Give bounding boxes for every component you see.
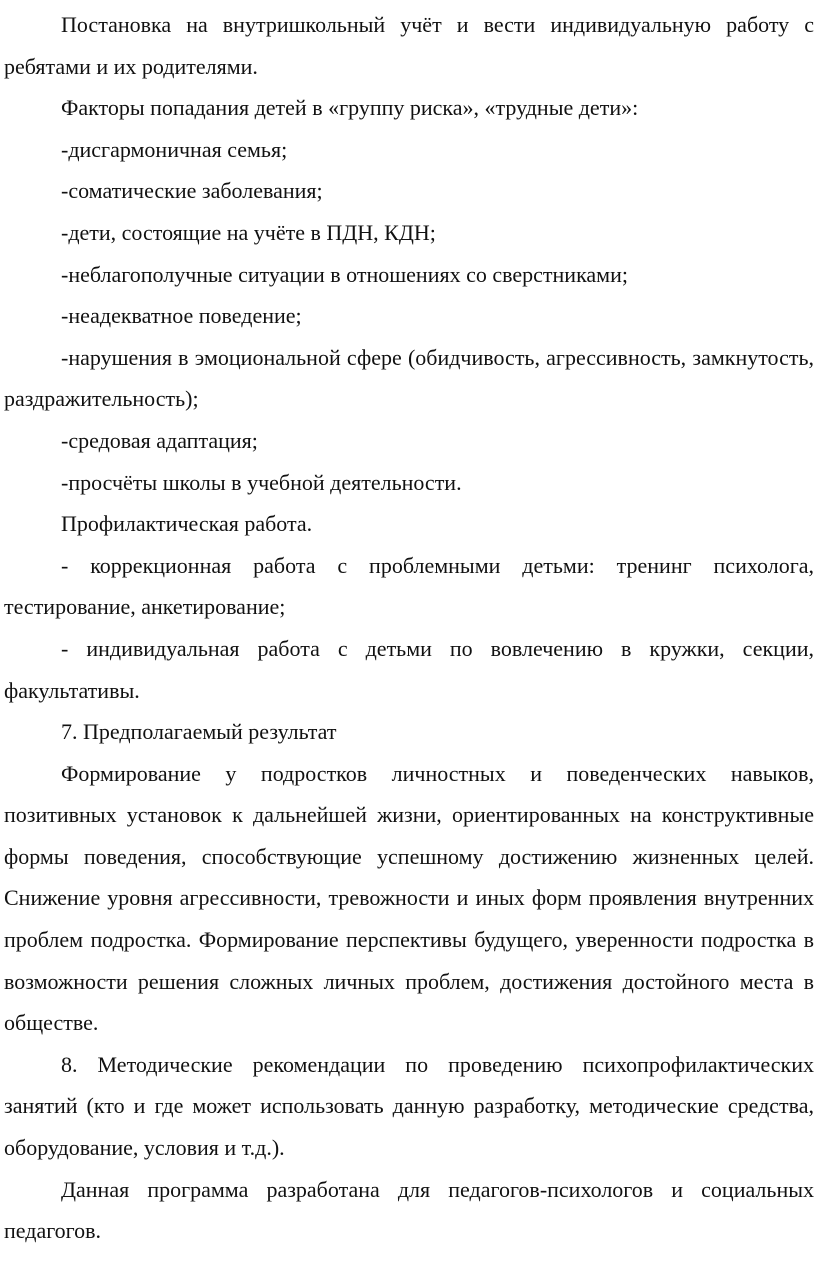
list-item-family: -дисгармоничная семья;	[61, 136, 288, 162]
paragraph-registration: Постановка на внутришкольный учёт и вести индивидуальную работу с ребятами и их родителями.	[4, 12, 814, 79]
paragraph-prevention-heading: Профилактическая работа.	[61, 511, 313, 537]
section-heading-methodical: 8. Методические рекомендации по проведению психопрофилактических занятий (кто и где может использовать данную разработку, методические средства, оборудование, условия и т.д.).	[4, 1051, 814, 1161]
paragraph-audience: Данная программа разработана для педагогов-психологов и социальных педагогов.	[4, 1176, 814, 1244]
list-item-somatic: -соматические заболевания;	[61, 178, 323, 204]
list-item-behavior: -неадекватное поведение;	[61, 303, 302, 329]
list-item-registered: -дети, состоящие на учёте в ПДН, КДН;	[61, 219, 436, 245]
paragraph-risk-factors-heading: Факторы попадания детей в «группу риска», «трудные дети»:	[61, 95, 639, 121]
list-item-correction: - коррекционная работа с проблемными детьми: тренинг психолога, тестирование, анкетирование;	[4, 552, 814, 620]
list-item-peer-relations: -неблагополучные ситуации в отношениях со сверстниками;	[61, 261, 628, 287]
document-page	[4, 4, 814, 1252]
section-heading-expected-result: 7. Предполагаемый результат	[61, 719, 337, 745]
paragraph-expected-result: Формирование у подростков личностных и поведенческих навыков, позитивных установок к дальнейшей жизни, ориентированных на конструктивные формы поведения, способствующие успешному достижению жизненных целей. Снижение уровня агрессивности, тревожности и иных форм проявления внутренних проблем подростка. Формирование перспективы будущего, уверенности подростка в возможности решения сложных личных проблем, достижения достойного места в обществе.	[4, 760, 814, 1036]
list-item-adaptation: -средовая адаптация;	[61, 427, 258, 453]
list-item-individual-work: - индивидуальная работа с детьми по вовлечению в кружки, секции, факультативы.	[4, 635, 814, 703]
list-item-emotional: -нарушения в эмоциональной сфере (обидчивость, агрессивность, замкнутость, раздражительность);	[4, 344, 814, 412]
list-item-school-errors: -просчёты школы в учебной деятельности.	[61, 469, 462, 495]
